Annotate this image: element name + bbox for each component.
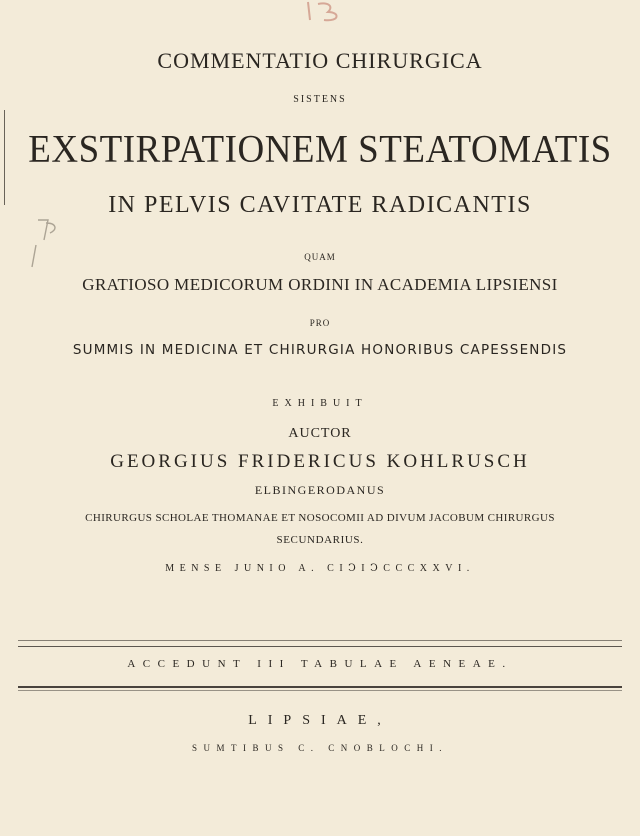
author-name: GEORGIUS FRIDERICUS KOHLRUSCH <box>110 451 530 472</box>
dedication-line: GRATIOSO MEDICORUM ORDINI IN ACADEMIA LIPSIENSI <box>82 275 558 294</box>
plates-note: ACCEDUNT III TABULAE AENEAE. <box>127 658 513 670</box>
author-origin: ELBINGERODANUS <box>254 483 386 497</box>
divider-rule <box>18 690 622 691</box>
handwritten-number-mark <box>300 0 360 22</box>
pro-label: PRO <box>309 318 331 328</box>
imprint-publisher: SUMTIBUS C. CNOBLOCHI. <box>191 743 448 753</box>
purpose-line: SUMMIS IN MEDICINA ET CHIRURGIA HONORIBUS CAPESSENDIS <box>72 342 568 358</box>
author-description-1: CHIRURGUS SCHOLAE THOMANAE ET NOSOCOMII AD DIVUM JACOBUM CHIRURGUS <box>85 512 555 524</box>
divider-rule <box>18 646 622 647</box>
auctor-label: AUCTOR <box>288 426 352 441</box>
title-line-1: COMMENTATIO CHIRURGICA <box>157 48 483 73</box>
main-title: EXSTIRPATIONEM STEATOMATIS <box>28 127 612 172</box>
sistens-label: SISTENS <box>293 94 347 105</box>
imprint-city: LIPSIAE, <box>248 713 392 728</box>
divider-rule <box>18 686 622 688</box>
quam-label: QUAM <box>304 252 336 262</box>
author-description-2: SECUNDARIUS. <box>276 534 364 546</box>
divider-rule <box>18 640 622 641</box>
date-line: MENSE JUNIO A. CIↃIↃCCCXXVI. <box>165 563 475 574</box>
subtitle: IN PELVIS CAVITATE RADICANTIS <box>108 192 532 218</box>
exhibuit-label: EXHIBUIT <box>272 398 368 409</box>
handwritten-margin-mark <box>8 215 68 275</box>
